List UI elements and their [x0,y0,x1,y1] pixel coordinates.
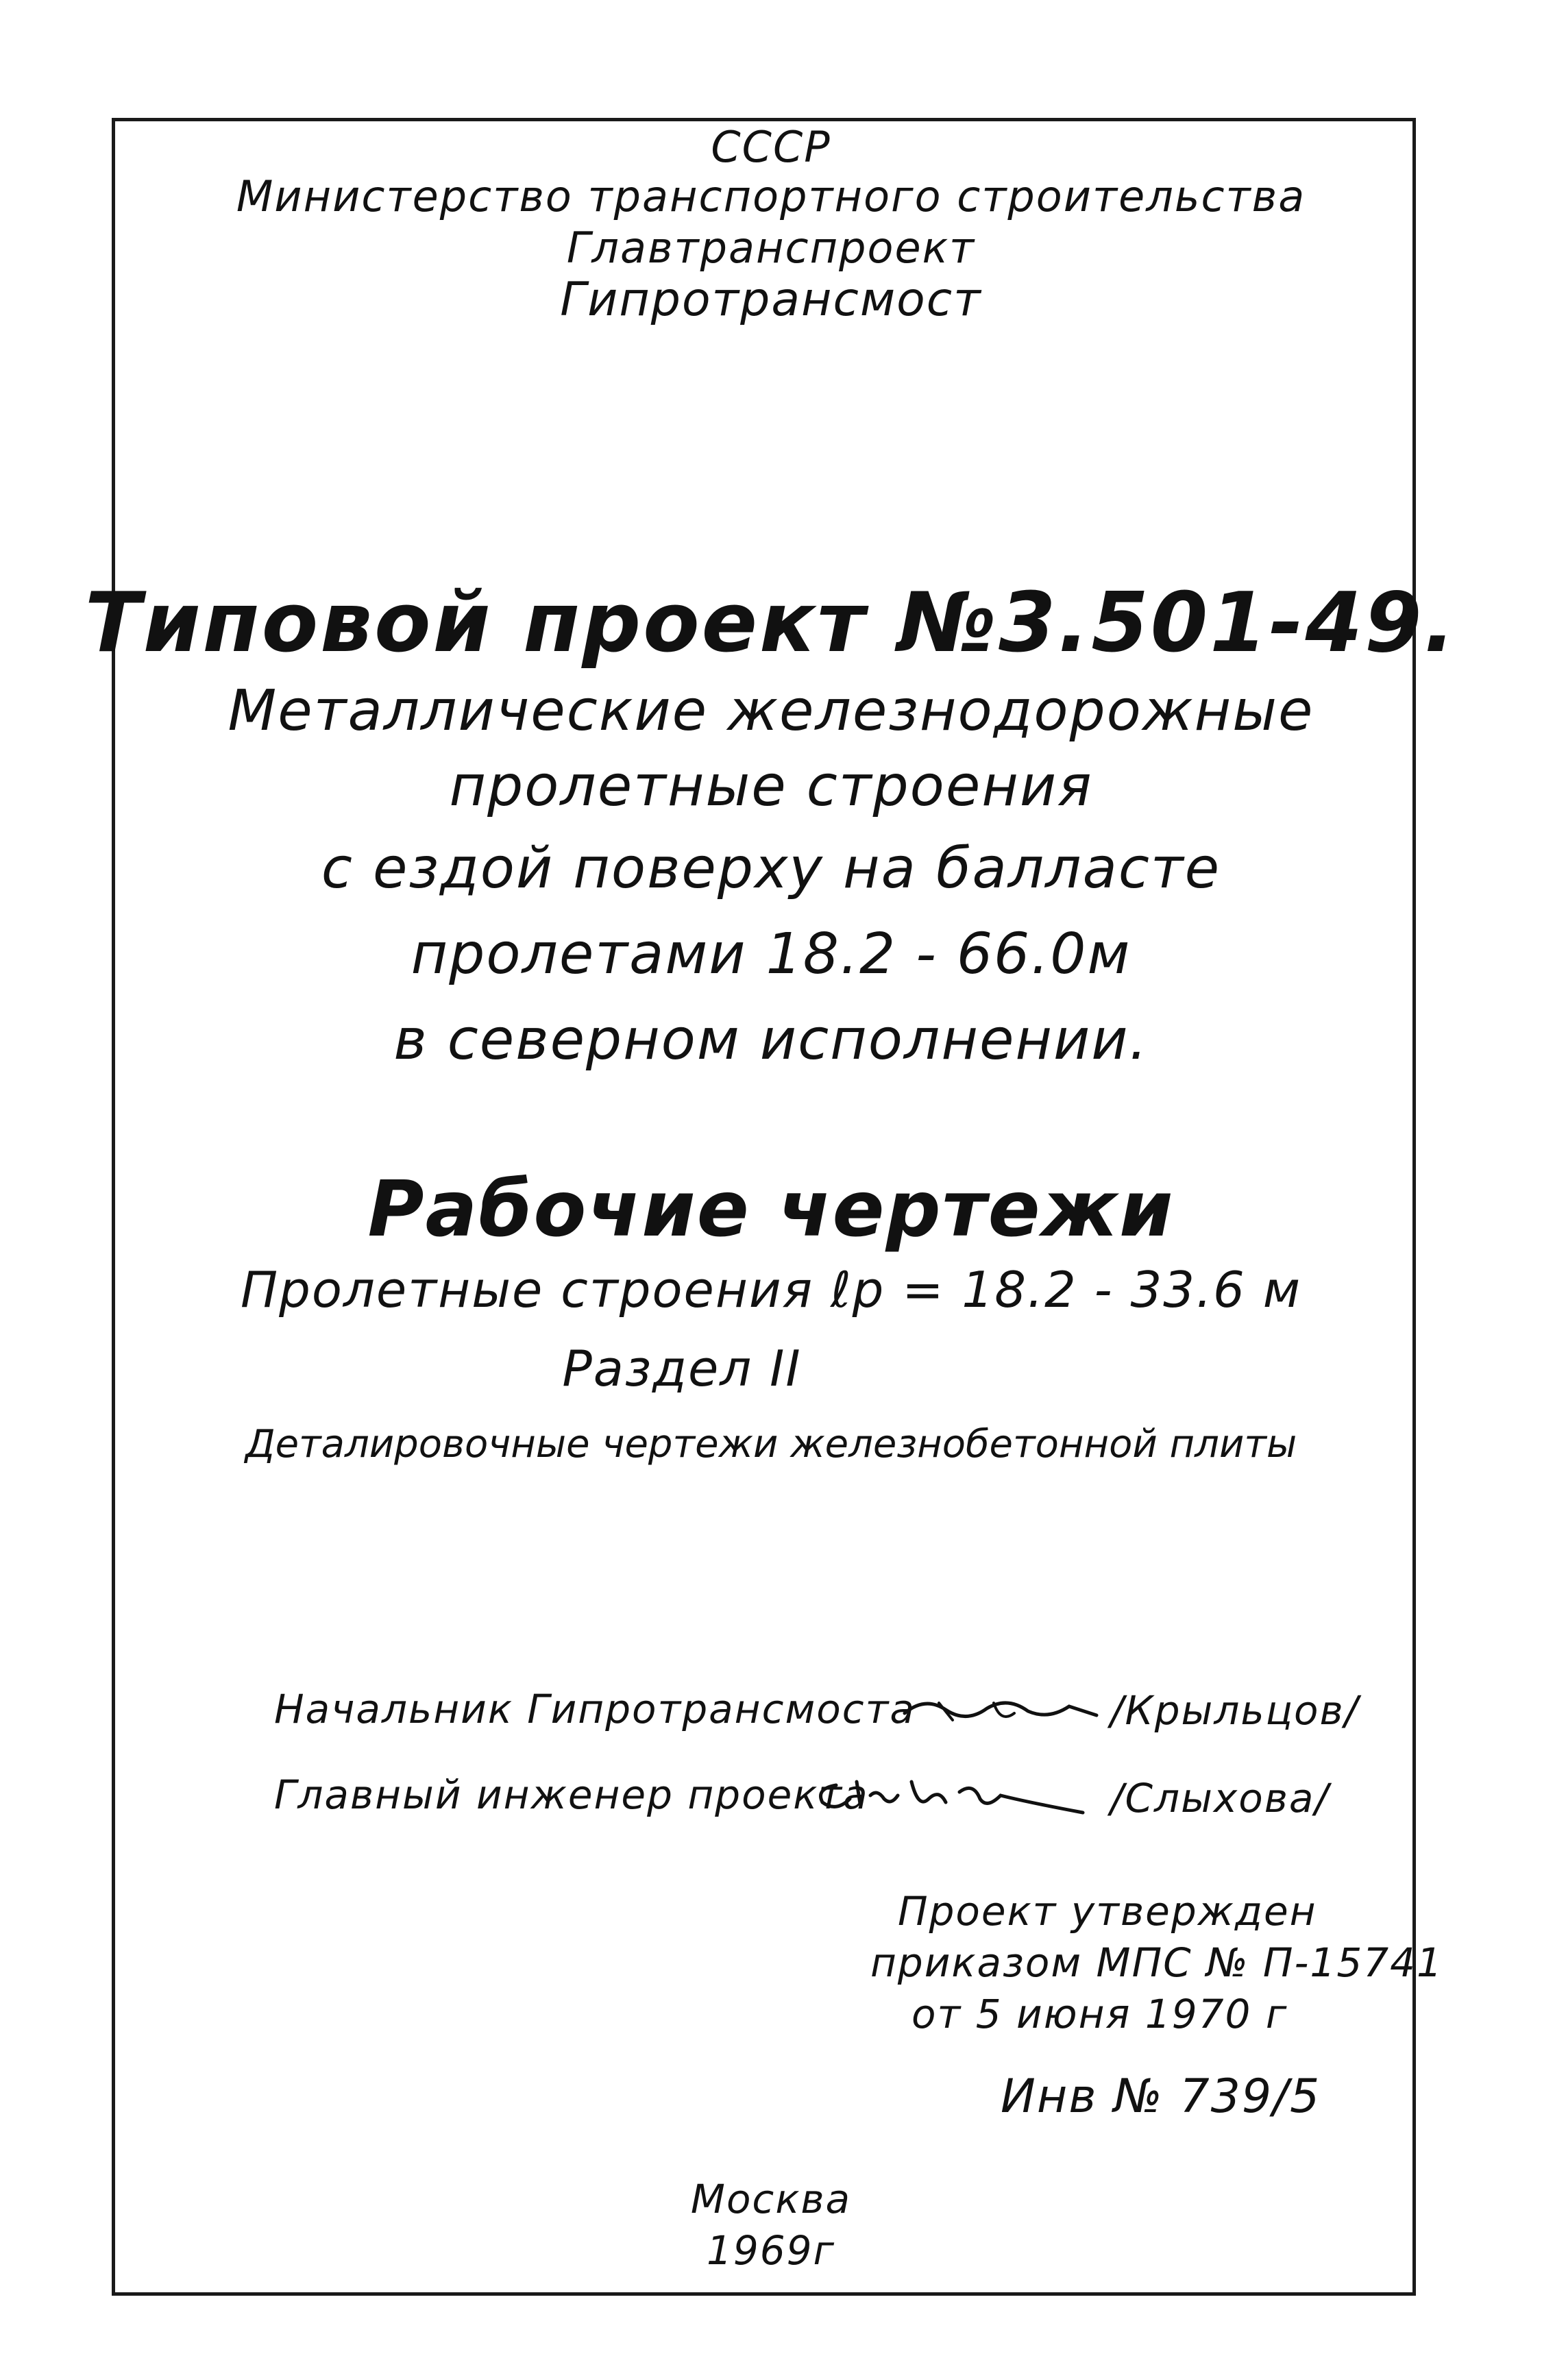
chief-name: /Крыльцов/ [1110,1687,1360,1734]
chief-signature [898,1682,1103,1737]
engineer-role: Главный инженер проекта [274,1771,869,1818]
title-line-3: с ездой поверху на балласте [321,836,1221,901]
header-country: СССР [711,122,831,172]
approval-line-1: Проект утвержден [898,1888,1317,1935]
engineer-signature [809,1761,1097,1830]
section-part: Раздел II [562,1340,802,1397]
footer-year: 1969г [706,2227,836,2274]
chief-role: Начальник Гипротрансмоста [274,1686,916,1732]
approval-line-2: приказом МПС № П-15741 [870,1939,1443,1986]
title-line-4: пролетами 18.2 - 66.0м [411,922,1131,987]
header-institute: Гипротрансмост [560,273,982,327]
title-line-1: Металлические железнодорожные [228,678,1314,744]
title-line-5: в северном исполнении. [393,1007,1149,1072]
section-description: Деталировочные чертежи железнобетонной плиты [245,1422,1297,1467]
section-spans: Пролетные строения ℓp = 18.2 - 33.6 м [240,1261,1302,1318]
inventory-number: Инв № 739/5 [1001,2070,1321,2124]
header-main-dept: Главтранспроект [566,223,976,273]
header-ministry: Министерство транспортного строительства [236,171,1306,221]
engineer-name: /Слыхова/ [1110,1775,1330,1821]
section-heading: Рабочие чертежи [367,1165,1175,1254]
footer-city: Москва [690,2176,852,2222]
project-title: Типовой проект №3.501-49. [84,576,1458,671]
approval-line-3: от 5 июня 1970 г [911,1991,1288,2037]
title-line-2: пролетные строения [449,754,1093,819]
